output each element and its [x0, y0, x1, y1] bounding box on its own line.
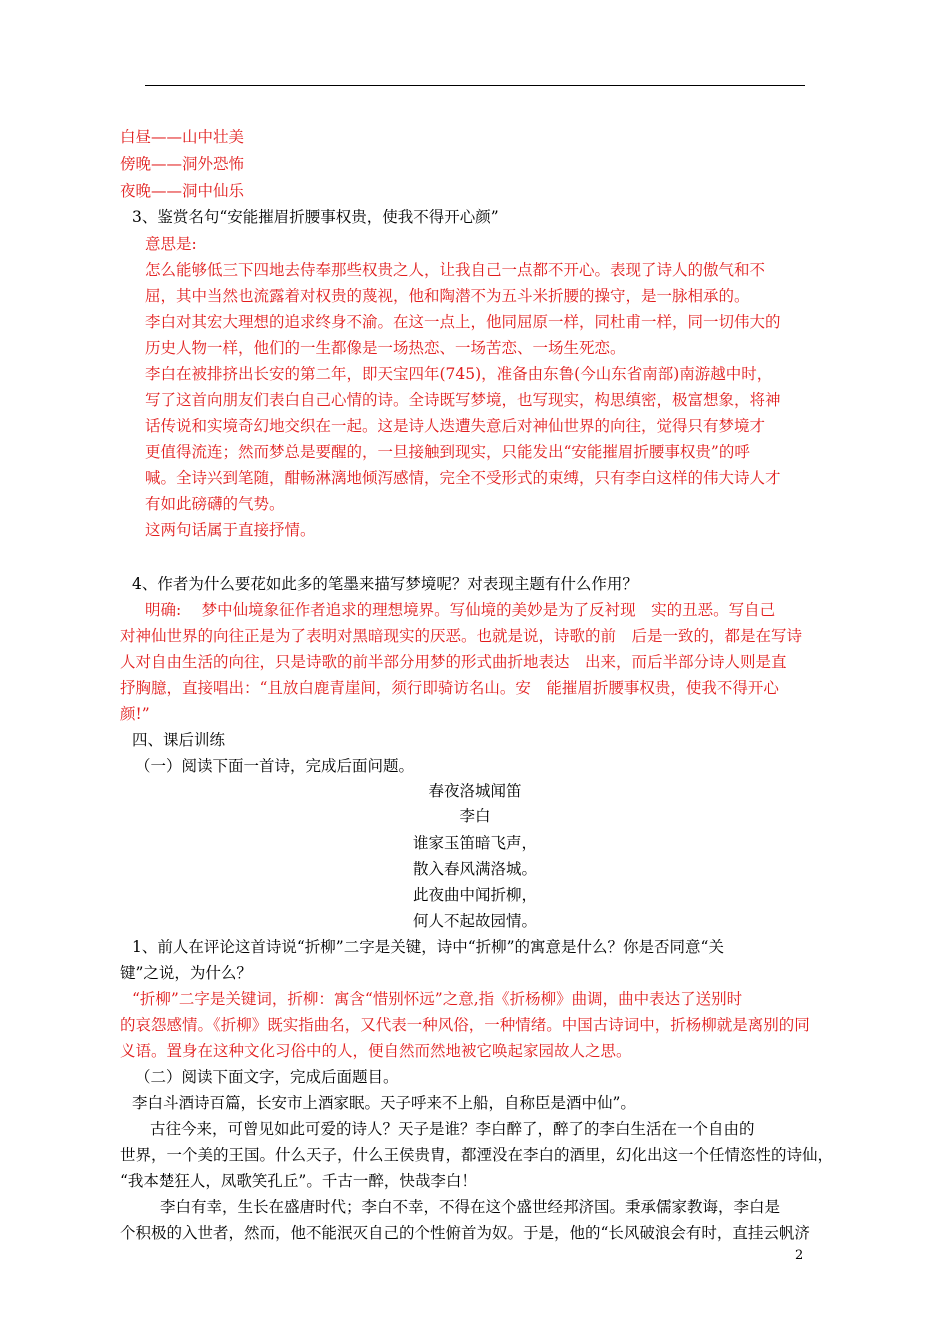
meaning-p2-line: 李白对其宏大理想的追求终身不渝。在这一点上，他同屈原一样，同杜甫一样，同一切伟大的 [145, 313, 781, 331]
part-2-instruction: （二）阅读下面文字，完成后面题目。 [135, 1068, 399, 1086]
question-3: 3、鉴赏名句“安能摧眉折腰事权贵，使我不得开心颜” [132, 208, 499, 226]
meaning-p3-line: 李白在被排挤出长安的第二年，即天宝四年(745)，准备由东鲁(今山东省南部)南游越中时， [145, 365, 773, 383]
meaning-label: 意思是: [145, 235, 197, 253]
poem-line: 散入春风满洛城。 [412, 860, 537, 878]
question-4: 4、作者为什么要花如此多的笔墨来描写梦境呢？对表现主题有什么作用？ [132, 575, 638, 593]
para-2-line: 李白有幸，生长在盛唐时代；李白不幸，不得在这个盛世经邦济国。秉承儒家教诲，李白是 [160, 1198, 781, 1216]
answer-1-line: “折柳”二字是关键词，折柳：寓含“惜别怀远”之意,指《折杨柳》曲调，曲中表达了送别时 [132, 990, 743, 1008]
para-1-line: 世界，一个美的王国。什么天子，什么王侯贵胄，都湮没在李白的酒里，幻化出这一个任情恣性的诗仙， [120, 1146, 834, 1164]
page-number: 2 [795, 1248, 804, 1263]
meaning-p1-line: 屈，其中当然也流露着对权贵的蔑视，他和陶潜不为五斗米折腰的操守，是一脉相承的。 [145, 287, 750, 305]
poem-line: 谁家玉笛暗飞声， [412, 834, 537, 852]
para-1-line: 古往今来，可曾见如此可爱的诗人？天子是谁？李白醉了，醉了的李白生活在一个自由的 [150, 1120, 755, 1138]
para-2-line: 个积极的入世者，然而，他不能泯灭自己的个性俯首为奴。于是，他的“长风破浪会有时，直挂云帆济 [120, 1224, 810, 1242]
plot-line-daytime: 白昼——山中壮美 [120, 128, 245, 146]
answer-4-line: 对神仙世界的向往正是为了表明对黑暗现实的厌恶。也就是说，诗歌的前 后是一致的，都是在写诗 [120, 627, 803, 645]
answer-1-line: 的哀怨感情。《折柳》既实指曲名，又代表一种风俗，一种情绪。中国古诗词中，折杨柳就是离别的同 [120, 1016, 810, 1034]
answer-4-line: 人对自由生活的向往，只是诗歌的前半部分用梦的形式曲折地表达 出来，而后半部分诗人则是直 [120, 653, 787, 671]
meaning-p3-line: 更值得流连；然而梦总是要醒的，一旦接触到现实，只能发出“安能摧眉折腰事权贵”的呼 [145, 443, 750, 461]
poem-line: 此夜曲中闻折柳， [412, 886, 537, 904]
meaning-p3-line: 写了这首向朋友们表白自己心情的诗。全诗既写梦境，也写现实，构思缜密，极富想象，将神 [145, 391, 781, 409]
plot-line-dusk: 傍晚——洞外恐怖 [120, 155, 245, 173]
meaning-p1-line: 怎么能够低三下四地去侍奉那些权贵之人，让我自己一点都不开心。表现了诗人的傲气和不 [145, 261, 766, 279]
meaning-p2-line: 历史人物一样，他们的一生都像是一场热恋、一场苦恋、一场生死恋。 [145, 339, 626, 357]
part-1-instruction: （一）阅读下面一首诗，完成后面问题。 [135, 757, 415, 775]
answer-4-line: 抒胸臆，直接唱出：“且放白鹿青崖间，须行即骑访名山。安 能摧眉折腰事权贵，使我不得开心 [120, 679, 779, 697]
poem-line: 何人不起故园情。 [412, 912, 537, 930]
answer-4-line: 明确: 梦中仙境象征作者追求的理想境界。写仙境的美妙是为了反衬现 实的丑恶。写自己 [145, 601, 776, 619]
answer-1-line: 义语。置身在这种文化习俗中的人，便自然而然地被它唤起家园故人之思。 [120, 1042, 632, 1060]
quote-line: 李白斗酒诗百篇，长安市上酒家眠。天子呼来不上船，自称臣是酒中仙”。 [132, 1094, 636, 1112]
plot-line-night: 夜晚——洞中仙乐 [120, 182, 245, 200]
poem-author: 李白 [459, 807, 491, 825]
meaning-p3-line: 有如此磅礴的气势。 [145, 495, 285, 513]
question-1-line: 1、前人在评论这首诗说“折柳”二字是关键，诗中“折柳”的寓意是什么？你是否同意“关 [132, 938, 724, 956]
meaning-p3-line: 喊。全诗兴到笔随，酣畅淋漓地倾泻感情，完全不受形式的束缚，只有李白这样的伟大诗人才 [145, 469, 781, 487]
para-1-line: “我本楚狂人，凤歌笑孔丘”。千古一醉，快哉李白！ [120, 1172, 477, 1190]
meaning-p4: 这两句话属于直接抒情。 [145, 521, 316, 539]
poem-title: 春夜洛城闻笛 [428, 782, 522, 800]
meaning-p3-line: 话传说和实境奇幻地交织在一起。这是诗人迭遭失意后对神仙世界的向往，觉得只有梦境才 [145, 417, 766, 435]
question-1-line: 键”之说，为什么？ [120, 964, 252, 982]
header-rule [145, 85, 805, 86]
answer-4-line: 颜!” [120, 705, 150, 723]
section-heading: 四、课后训练 [132, 731, 226, 749]
